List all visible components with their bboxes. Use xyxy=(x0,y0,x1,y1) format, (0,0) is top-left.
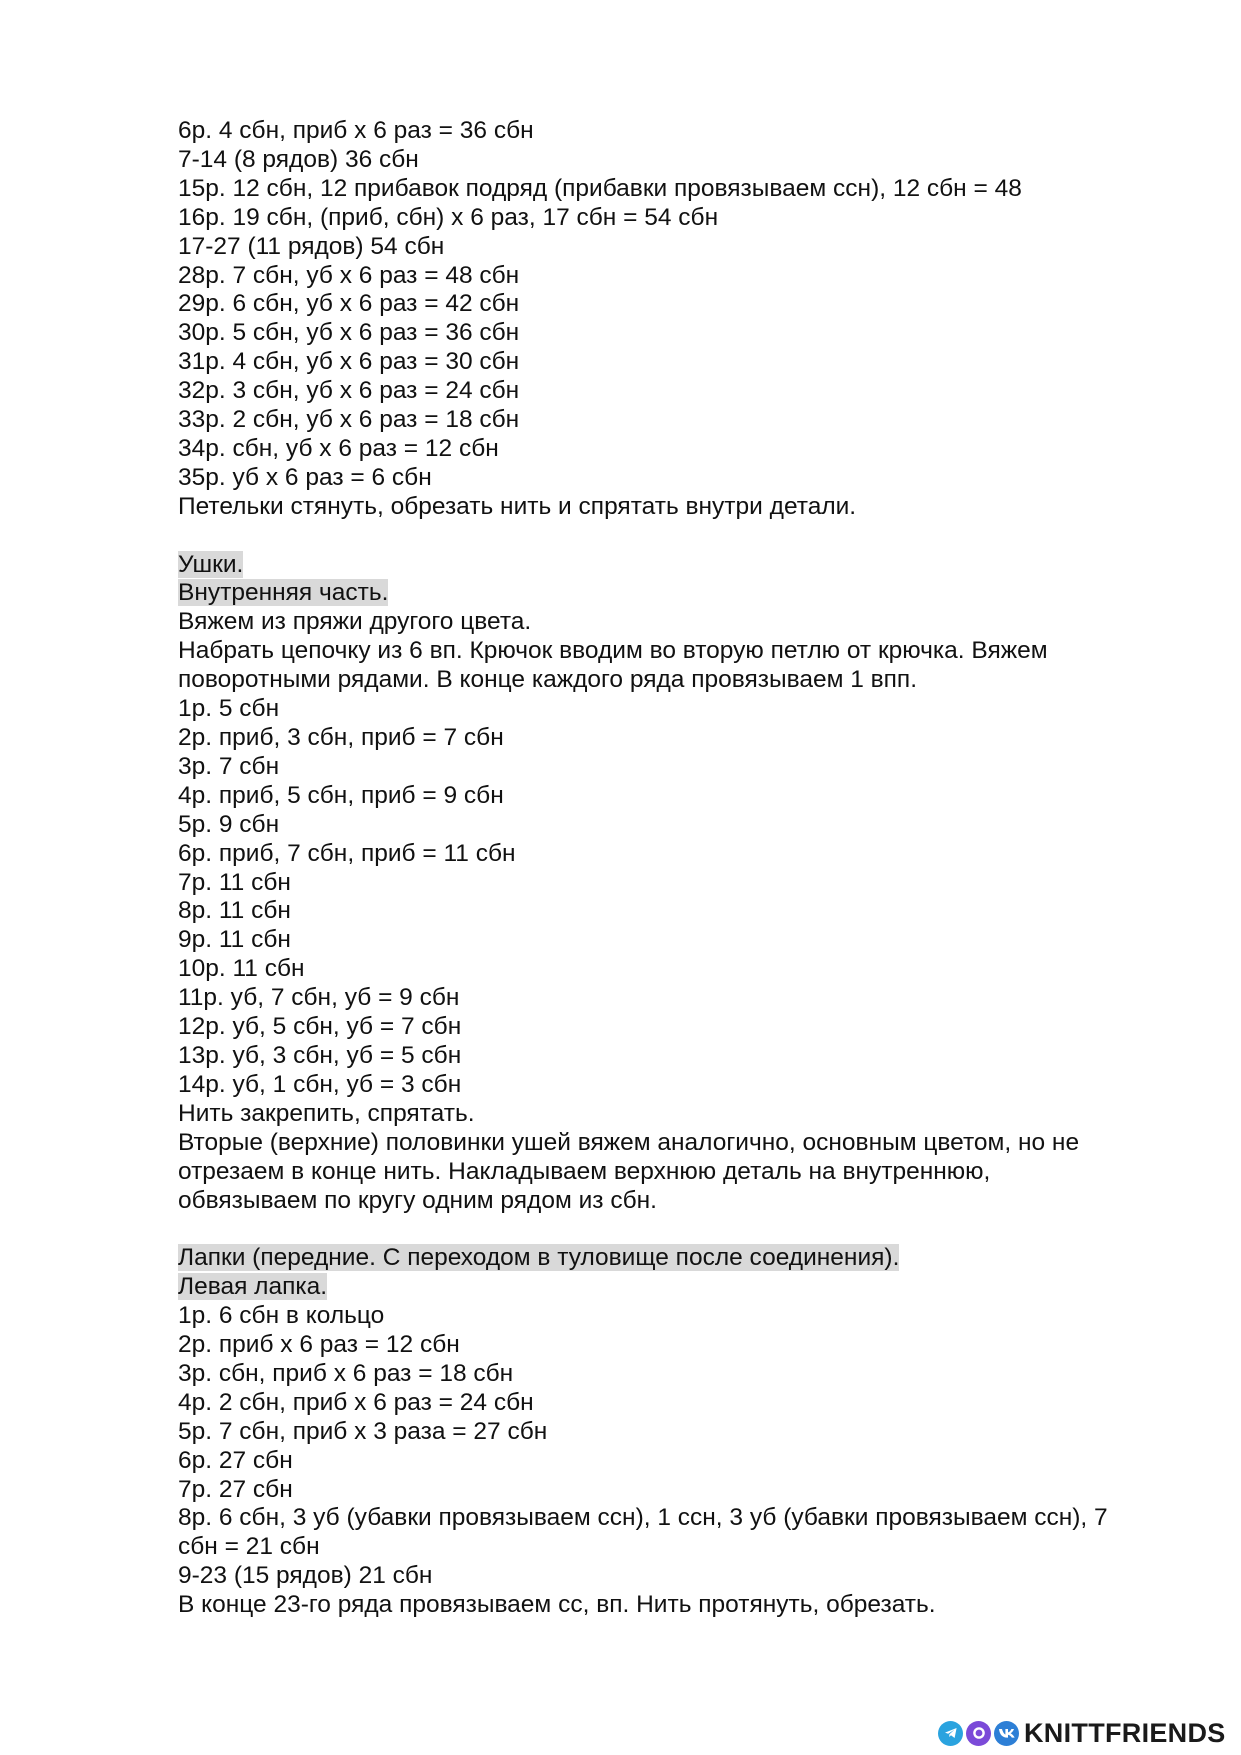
text-line: 32р. 3 сбн, уб х 6 раз = 24 сбн xyxy=(178,377,520,405)
subheading-inner-part xyxy=(178,579,1158,608)
text-line: 2р. приб, 3 сбн, приб = 7 сбн xyxy=(178,724,504,752)
text-line: 3р. 7 сбн xyxy=(178,752,280,780)
vk-icon xyxy=(994,1721,1019,1746)
text-line: 5р. 7 сбн, приб х 3 раза = 27 сбн xyxy=(178,1417,548,1445)
text-line: 10р. 11 сбн xyxy=(178,955,305,983)
text-line: 2р. приб х 6 раз = 12 сбн xyxy=(178,1331,460,1359)
text-line: 28р. 7 сбн, уб х 6 раз = 48 сбн xyxy=(178,261,520,289)
text-line: 5р. 9 сбн xyxy=(178,810,280,838)
text-line: 12р. уб, 5 сбн, уб = 7 сбн xyxy=(178,1013,462,1041)
text-line: обвязываем по кругу одним рядом из сбн. xyxy=(178,1186,657,1214)
document-body xyxy=(178,117,1158,1620)
highlighted-text: Ушки. xyxy=(178,550,244,578)
section-heading-paws xyxy=(178,1244,1158,1273)
text-line: 8р. 11 сбн xyxy=(178,897,291,925)
text-line: 6р. 27 сбн xyxy=(178,1446,293,1474)
text-line: 9р. 11 сбн xyxy=(178,926,291,954)
text-line: 31р. 4 сбн, уб х 6 раз = 30 сбн xyxy=(178,348,520,376)
section-heading-ears xyxy=(178,551,1158,580)
text-line: Набрать цепочку из 6 вп. Крючок вводим во вторую петлю от крючка. Вяжем xyxy=(178,637,1048,665)
text-line: 11р. уб, 7 сбн, уб = 9 сбн xyxy=(178,984,460,1012)
text-line: 34р. сбн, уб х 6 раз = 12 сбн xyxy=(178,434,499,462)
text-line: 7р. 27 сбн xyxy=(178,1475,293,1503)
text-line: Вторые (верхние) половинки ушей вяжем аналогично, основным цветом, но не xyxy=(178,1128,1080,1156)
text-line: 4р. приб, 5 сбн, приб = 9 сбн xyxy=(178,781,504,809)
brand-name: KNITTFRIENDS xyxy=(1024,1717,1226,1748)
text-line: отрезаем в конце нить. Накладываем верхнюю деталь на внутреннюю, xyxy=(178,1157,991,1185)
blank-line xyxy=(178,1215,1158,1244)
text-line: 14р. уб, 1 сбн, уб = 3 сбн xyxy=(178,1070,462,1098)
blank-line xyxy=(178,522,1158,551)
text-line: 7-14 (8 рядов) 36 сбн xyxy=(178,145,419,173)
text-line: 1р. 5 сбн xyxy=(178,695,280,723)
text-line: 29р. 6 сбн, уб х 6 раз = 42 сбн xyxy=(178,290,520,318)
text-line: 15р. 12 сбн, 12 прибавок подряд (прибавки провязываем ссн), 12 сбн = 48 xyxy=(178,174,1022,202)
text-line: 16р. 19 сбн, (приб, сбн) х 6 раз, 17 сбн = 54 сбн xyxy=(178,203,719,231)
odnoklassniki-icon xyxy=(966,1721,991,1746)
text-line: 4р. 2 сбн, приб х 6 раз = 24 сбн xyxy=(178,1388,534,1416)
text-line: В конце 23-го ряда провязываем сс, вп. Нить протянуть, обрезать. xyxy=(178,1591,936,1619)
brand-footer xyxy=(938,1715,1226,1751)
text-line: Петельки стянуть, обрезать нить и спрятать внутри детали. xyxy=(178,492,857,520)
text-line: сбн = 21 сбн xyxy=(178,1533,320,1561)
text-line: 7р. 11 сбн xyxy=(178,868,291,896)
text-line: 6р. приб, 7 сбн, приб = 11 сбн xyxy=(178,839,516,867)
text-line: 33р. 2 сбн, уб х 6 раз = 18 сбн xyxy=(178,406,520,434)
text-line: Нить закрепить, спрятать. xyxy=(178,1099,475,1127)
subheading-left-paw xyxy=(178,1273,1158,1302)
highlighted-text: Левая лапка. xyxy=(178,1273,328,1301)
text-line: 8р. 6 сбн, 3 уб (убавки провязываем ссн), 1 ссн, 3 уб (убавки провязываем ссн), 7 xyxy=(178,1504,1108,1532)
text-line: 6р. 4 сбн, приб х 6 раз = 36 сбн xyxy=(178,117,534,144)
text-line: 17-27 (11 рядов) 54 сбн xyxy=(178,232,445,260)
text-line: 3р. сбн, приб х 6 раз = 18 сбн xyxy=(178,1359,514,1387)
text-line: 1р. 6 сбн в кольцо xyxy=(178,1302,385,1330)
text-line: поворотными рядами. В конце каждого ряда провязываем 1 впп. xyxy=(178,666,918,694)
highlighted-text: Лапки (передние. С переходом в туловище после соединения). xyxy=(178,1244,900,1272)
text-line: 9-23 (15 рядов) 21 сбн xyxy=(178,1562,433,1590)
text-line: 13р. уб, 3 сбн, уб = 5 сбн xyxy=(178,1041,462,1069)
telegram-icon xyxy=(938,1721,963,1746)
highlighted-text: Внутренняя часть. xyxy=(178,579,389,607)
text-line: 35р. уб х 6 раз = 6 сбн xyxy=(178,463,432,491)
text-line: Вяжем из пряжи другого цвета. xyxy=(178,608,532,636)
text-line: 30р. 5 сбн, уб х 6 раз = 36 сбн xyxy=(178,319,520,347)
